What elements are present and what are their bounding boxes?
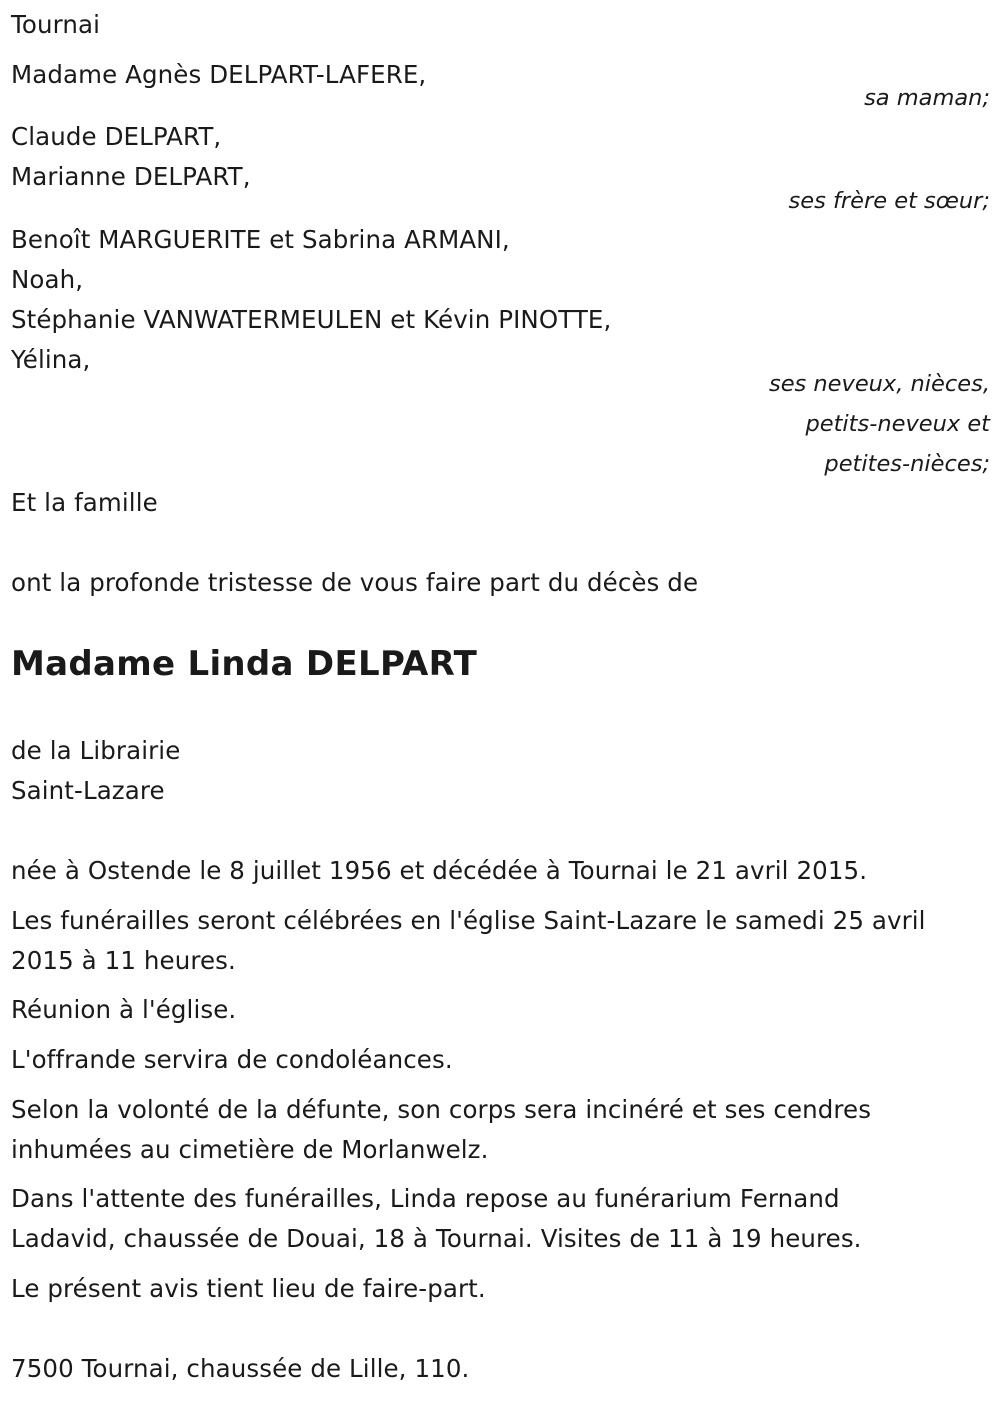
city-heading: Tournai [11, 10, 101, 39]
relation-label: ses neveux, nièces, [768, 371, 990, 397]
visitation-line: Dans l'attente des funérailles, Linda repose au funérarium Fernand [11, 1184, 840, 1213]
relation-label: sa maman; [864, 85, 990, 111]
family-name-line: Madame Agnès DELPART-LAFERE, [11, 60, 427, 89]
funeral-line: Les funérailles seront célébrées en l'église Saint-Lazare le samedi 25 avril [11, 906, 926, 935]
cremation-line: Selon la volonté de la défunte, son corps sera incinéré et ses cendres [11, 1095, 872, 1124]
relation-label: petits-neveux et [805, 411, 990, 437]
affiliation-line: Saint-Lazare [11, 776, 165, 805]
family-name-line: Marianne DELPART, [11, 162, 251, 191]
offering-line: L'offrande servira de condoléances. [11, 1045, 453, 1074]
deceased-name: Madame Linda DELPART [11, 644, 478, 684]
affiliation-line: de la Librairie [11, 736, 181, 765]
address-line: 7500 Tournai, chaussée de Lille, 110. [11, 1354, 470, 1383]
family-name-line: Stéphanie VANWATERMEULEN et Kévin PINOTTE, [11, 305, 612, 334]
relation-label: ses frère et sœur; [788, 188, 990, 214]
relation-label: petites-nièces; [824, 451, 990, 477]
family-name-line: Claude DELPART, [11, 122, 222, 151]
family-closing: Et la famille [11, 488, 158, 517]
meeting-line: Réunion à l'église. [11, 995, 237, 1024]
cremation-line: inhumées au cimetière de Morlanwelz. [11, 1135, 489, 1164]
birth-death-line: née à Ostende le 8 juillet 1956 et décédée à Tournai le 21 avril 2015. [11, 856, 868, 885]
visitation-line: Ladavid, chaussée de Douai, 18 à Tournai. Visites de 11 à 19 heures. [11, 1224, 862, 1253]
notice-line: Le présent avis tient lieu de faire-part. [11, 1274, 486, 1303]
announcement-text: ont la profonde tristesse de vous faire part du décès de [11, 568, 699, 597]
family-name-line: Yélina, [11, 345, 91, 374]
funeral-line: 2015 à 11 heures. [11, 946, 236, 975]
family-name-line: Benoît MARGUERITE et Sabrina ARMANI, [11, 225, 510, 254]
family-name-line: Noah, [11, 265, 84, 294]
